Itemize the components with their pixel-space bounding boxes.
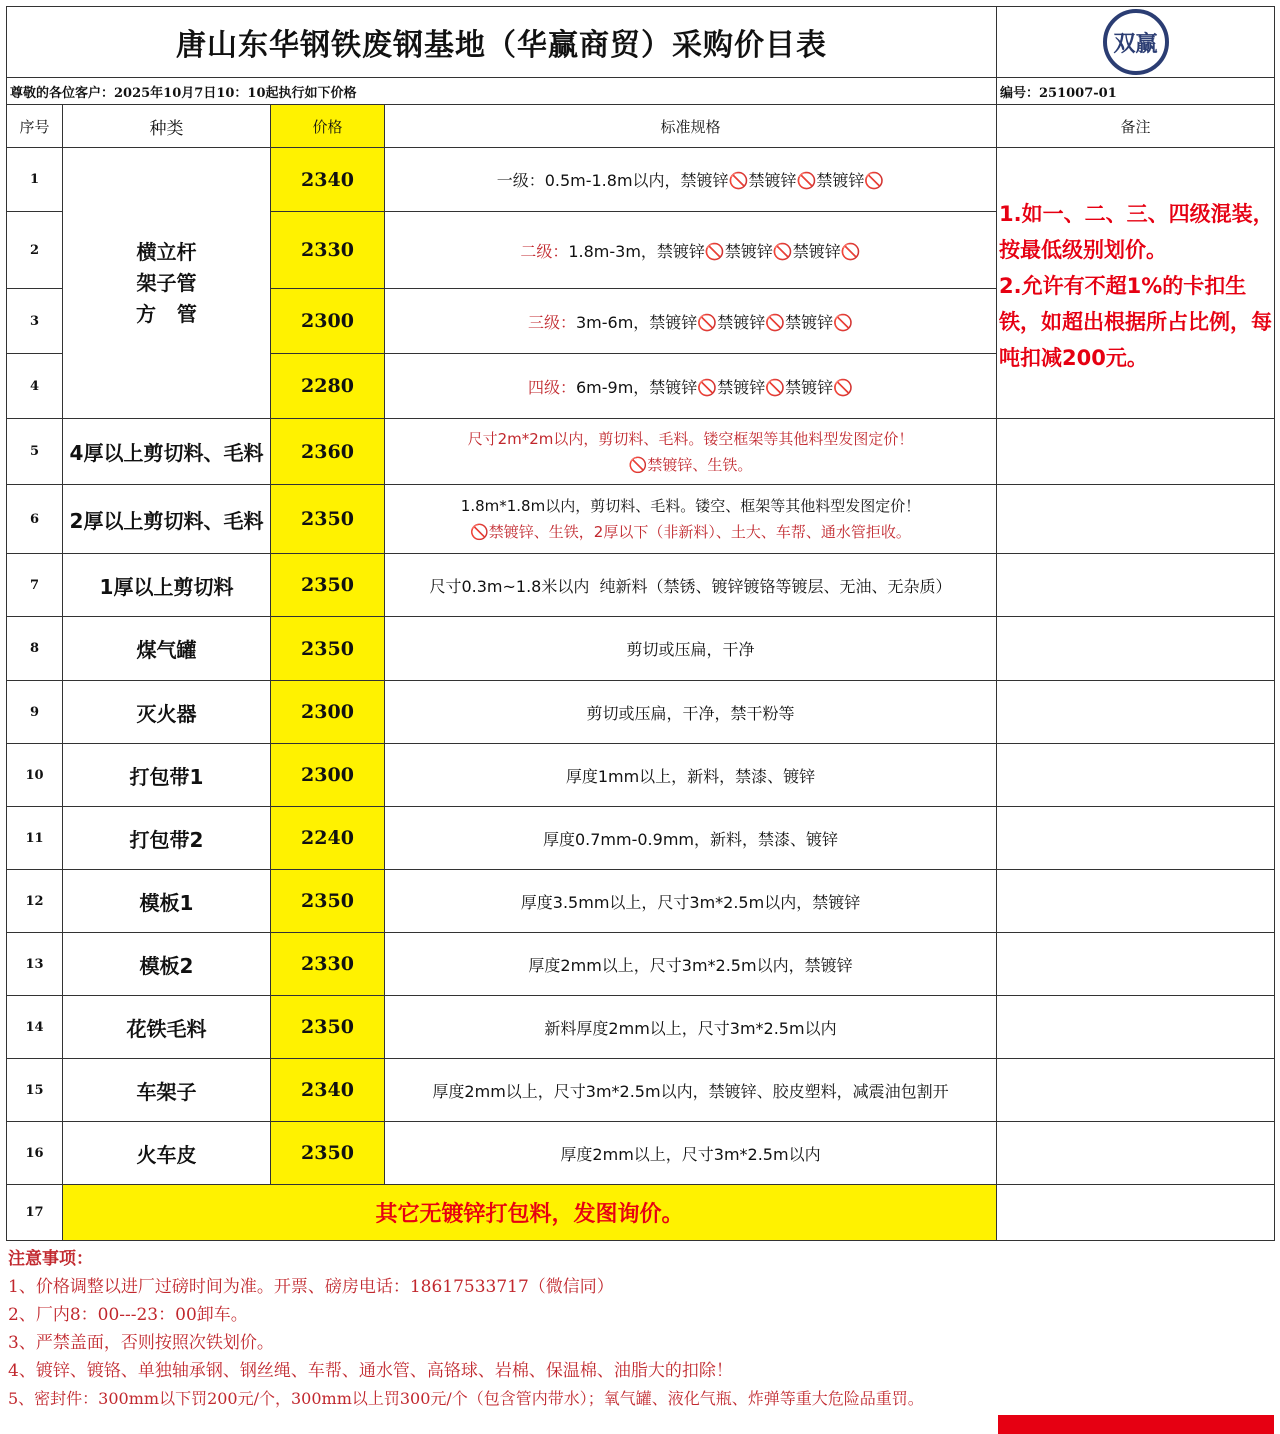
grade-label: 四级： [527,377,576,397]
row-spec: 厚度2mm以上，尺寸3m*2.5m以内，禁镀锌、胶皮塑料，减震油包割开 [385,1059,997,1122]
row-idx: 8 [7,617,63,681]
attention-heading: 注意事项： [8,1249,93,1269]
row-category: 打包带2 [63,807,271,870]
row-price: 2360 [271,419,385,485]
table-row [7,1185,1275,1241]
row-idx: 11 [7,807,63,870]
grade-label: 二级： [520,241,569,261]
remark-empty [997,681,1275,744]
company-logo [1103,9,1169,75]
page-title: 唐山东华钢铁废钢基地（华赢商贸）采购价目表 [7,7,997,78]
remark-cell [997,148,1275,419]
row-spec: 剪切或压扁，干净 [385,617,997,681]
row-category: 模板2 [63,933,271,996]
header-remark: 备注 [997,105,1275,148]
row-category: 煤气罐 [63,617,271,681]
attention-item: 3、严禁盖面，否则按照次铁划价。 [8,1333,274,1353]
row-spec: 剪切或压扁，干净，禁干粉等 [385,681,997,744]
row-price: 2350 [271,870,385,933]
row-category: 灭火器 [63,681,271,744]
row-price: 2350 [271,1122,385,1185]
row-price: 2240 [271,807,385,870]
table-row [7,744,1275,807]
row-idx: 4 [7,354,63,419]
row-idx: 17 [7,1185,63,1241]
row-price: 2330 [271,212,385,289]
row-price: 2350 [271,554,385,617]
row-idx: 16 [7,1122,63,1185]
logo-text: 双赢 [1113,31,1158,57]
group-category-line: 方 管 [136,301,197,326]
row-spec-line: 🚫禁镀锌、生铁。 [628,455,753,474]
row-idx: 2 [7,212,63,289]
attention-item: 5、密封件：300mm以下罚200元/个，300mm以上罚300元/个（包含管内带水）；氧气罐、液化气瓶、炸弹等重大危险品重罚。 [8,1389,924,1408]
row-price: 2350 [271,996,385,1059]
attention-section [6,1241,1274,1413]
row-category: 车架子 [63,1059,271,1122]
table-row [7,1122,1275,1185]
remark-empty [997,807,1275,870]
table-row [7,870,1275,933]
row-idx: 3 [7,289,63,354]
row-price: 2350 [271,485,385,554]
row17-text: 其它无镀锌打包料，发图询价。 [63,1185,997,1241]
table-row [7,617,1275,681]
header-price: 价格 [271,105,385,148]
row-price: 2300 [271,681,385,744]
row-spec: 厚度2mm以上，尺寸3m*2.5m以内 [385,1122,997,1185]
row-category: 1厚以上剪切料 [63,554,271,617]
row-category: 模板1 [63,870,271,933]
remark-empty [997,870,1275,933]
row-spec-line: 🚫禁镀锌、生铁，2厚以下（非新料）、土大、车帮、通水管拒收。 [470,523,911,541]
row-spec: 新料厚度2mm以上，尺寸3m*2.5m以内 [385,996,997,1059]
table-row [7,681,1275,744]
row-price: 2330 [271,933,385,996]
header-category: 种类 [63,105,271,148]
table-row [7,807,1275,870]
table-row [7,933,1275,996]
attention-item: 2、厂内8：00---23：00卸车。 [8,1305,248,1325]
remark-empty [997,744,1275,807]
row-spec: 厚度1mm以上，新料，禁漆、镀锌 [385,744,997,807]
remark-empty [997,617,1275,681]
table-row [7,485,1275,554]
row-category: 4厚以上剪切料、毛料 [63,419,271,485]
row-spec-line: 1.8m*1.8m以内，剪切料、毛料。镂空、框架等其他料型发图定价！ [460,497,921,515]
row-idx: 1 [7,148,63,212]
remark-empty [997,554,1275,617]
row-spec-text: 6m-9m，禁镀锌🚫禁镀锌🚫禁镀锌🚫 [575,377,854,397]
table-row [7,554,1275,617]
remark-empty [997,419,1275,485]
row-idx: 7 [7,554,63,617]
row-idx: 14 [7,996,63,1059]
row-spec: 尺寸0.3m~1.8米以内 纯新料（禁锈、镀锌镀铬等镀层、无油、无杂质） [385,554,997,617]
group-category [63,148,271,419]
table-row [7,996,1275,1059]
table-row [7,1059,1275,1122]
row-idx: 5 [7,419,63,485]
row-idx: 6 [7,485,63,554]
row-idx: 10 [7,744,63,807]
row-idx: 12 [7,870,63,933]
grade-label: 三级： [527,312,576,332]
row-spec [385,354,997,419]
row-spec [385,289,997,354]
row-spec: 一级：0.5m-1.8m以内，禁镀锌🚫禁镀锌🚫禁镀锌🚫 [385,148,997,212]
logo-cell [997,7,1275,78]
header-spec: 标准规格 [385,105,997,148]
table-row [7,419,1275,485]
remark-line: 1.如一、二、三、四级混装，按最低级别划价。 [999,202,1274,262]
row-spec-text: 1.8m-3m，禁镀锌🚫禁镀锌🚫禁镀锌🚫 [568,241,861,261]
remark-empty [997,1059,1275,1122]
row-price: 2300 [271,289,385,354]
red-banner [998,1415,1274,1434]
row-spec-text: 3m-6m，禁镀锌🚫禁镀锌🚫禁镀锌🚫 [575,312,854,332]
row-price: 2280 [271,354,385,419]
row-spec [385,485,997,554]
row-category: 花铁毛料 [63,996,271,1059]
price-sheet [6,6,1274,1413]
row-price: 2340 [271,1059,385,1122]
group-category-line: 架子管 [136,270,197,295]
row-category: 火车皮 [63,1122,271,1185]
row-idx: 15 [7,1059,63,1122]
notice-text: 尊敬的各位客户：2025年10月7日10：10起执行如下价格 [7,78,997,105]
remark-empty [997,996,1275,1059]
row-spec [385,419,997,485]
remark-note [997,148,1274,376]
remark-empty [997,1185,1275,1241]
header-idx: 序号 [7,105,63,148]
row-spec: 厚度3.5mm以上，尺寸3m*2.5m以内，禁镀锌 [385,870,997,933]
table-row [7,148,1275,212]
row-spec: 厚度0.7mm-0.9mm，新料，禁漆、镀锌 [385,807,997,870]
group-category-line: 横立杆 [136,239,197,264]
row-spec: 厚度2mm以上，尺寸3m*2.5m以内，禁镀锌 [385,933,997,996]
row-price: 2350 [271,617,385,681]
price-table [6,6,1275,1241]
remark-line: 2.允许有不超1%的卡扣生铁，如超出根据所占比例，每吨扣减200元。 [999,274,1272,370]
row-category: 打包带1 [63,744,271,807]
attention-item: 4、镀锌、镀铬、单独轴承钢、钢丝绳、车帮、通水管、高铬球、岩棉、保温棉、油脂大的扣除！ [8,1361,733,1381]
row-price: 2300 [271,744,385,807]
row-spec [385,212,997,289]
row-category: 2厚以上剪切料、毛料 [63,485,271,554]
remark-empty [997,485,1275,554]
remark-empty [997,933,1275,996]
row-spec-line: 尺寸2m*2m以内，剪切料、毛料。镂空框架等其他料型发图定价！ [467,429,914,448]
code-text: 编号：251007-01 [997,78,1275,105]
row-idx: 9 [7,681,63,744]
row-idx: 13 [7,933,63,996]
row-price: 2340 [271,148,385,212]
attention-item: 1、价格调整以进厂过磅时间为准。开票、磅房电话：18617533717（微信同） [8,1277,614,1297]
remark-empty [997,1122,1275,1185]
